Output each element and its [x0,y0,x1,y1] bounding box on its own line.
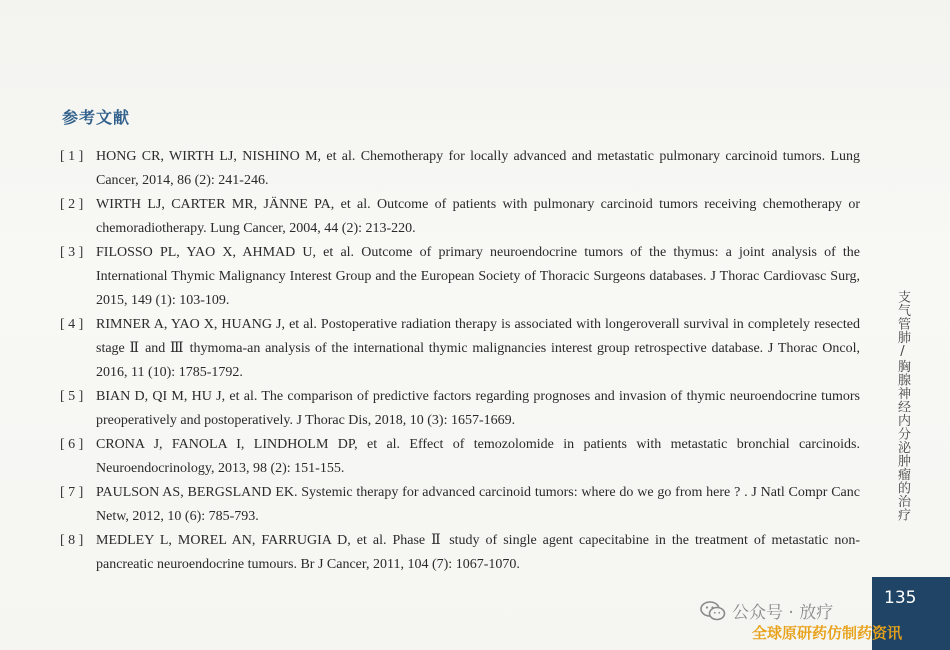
watermark-account [700,598,833,623]
wechat-icon [700,601,726,621]
reference-item [60,241,860,313]
reference-text: MEDLEY L, MOREL AN, FARRUGIA D, et al. Phase Ⅱ study of single agent capecitabine in the treatment of metastatic non-pancreatic neuroendocrine tumours. Br J Cancer, 2011, 104 (7): 1067-1070. [96,533,860,572]
reference-item [60,385,860,433]
reference-text: RIMNER A, YAO X, HUANG J, et al. Postoperative radiation therapy is associated with longeroverall survival in completely resected stage Ⅱ and Ⅲ thymoma-an analysis of the international thymic malignancies interest group retrospective database. J Thorac Oncol, 2016, 11 (10): 1785-1792. [96,317,860,380]
page-number: 135 [884,588,917,608]
reference-text: HONG CR, WIRTH LJ, NISHINO M, et al. Chemotherapy for locally advanced and metastatic pulmonary carcinoid tumors. Lung Cancer, 2014, 86 (2): 241-246. [96,149,860,188]
reference-item [60,145,860,193]
reference-number: [ 6 ] [60,437,84,452]
reference-number: [ 1 ] [60,149,84,164]
reference-item [60,481,860,529]
reference-number: [ 3 ] [60,245,84,260]
reference-text: FILOSSO PL, YAO X, AHMAD U, et al. Outcome of primary neuroendocrine tumors of the thymus: a joint analysis of the International Thymic Malignancy Interest Group and the European Society of Thoracic Surgeons databases. J Thorac Cardiovasc Surg, 2015, 149 (1): 103-109. [96,245,860,308]
reference-list [60,145,860,577]
reference-item [60,529,860,577]
reference-item [60,193,860,241]
reference-text: WIRTH LJ, CARTER MR, JÄNNE PA, et al. Outcome of patients with pulmonary carcinoid tumors receiving chemotherapy or chemoradiotherapy. Lung Cancer, 2004, 44 (2): 213-220. [96,197,860,236]
reference-item [60,433,860,481]
watermark-account-text: 公众号 · 放疗 [732,603,834,623]
reference-text: BIAN D, QI M, HU J, et al. The comparison of predictive factors regarding prognoses and invasion of thymic neuroendocrine tumors preoperatively and postoperatively. J Thorac Dis, 2018, 10 (3): 1657-1669. [96,389,860,428]
reference-number: [ 4 ] [60,317,84,332]
reference-number: [ 5 ] [60,389,84,404]
watermark-slogan: 全球原研药仿制药资讯 [752,624,903,642]
reference-text: CRONA J, FANOLA I, LINDHOLM DP, et al. Effect of temozolomide in patients with metastatic bronchial carcinoids. Neuroendocrinology, 2013, 98 (2): 151-155. [96,437,860,476]
reference-number: [ 8 ] [60,533,84,548]
reference-item [60,313,860,385]
chapter-side-title: 支气管肺/胸腺神经内分泌肿瘤的治疗 [895,290,910,522]
references-heading: 参考文献 [62,108,131,127]
reference-number: [ 2 ] [60,197,84,212]
reference-text: PAULSON AS, BERGSLAND EK. Systemic therapy for advanced carcinoid tumors: where do we go from here ? . J Natl Compr Canc Netw, 2012, 10 (6): 785-793. [96,485,860,524]
reference-number: [ 7 ] [60,485,84,500]
